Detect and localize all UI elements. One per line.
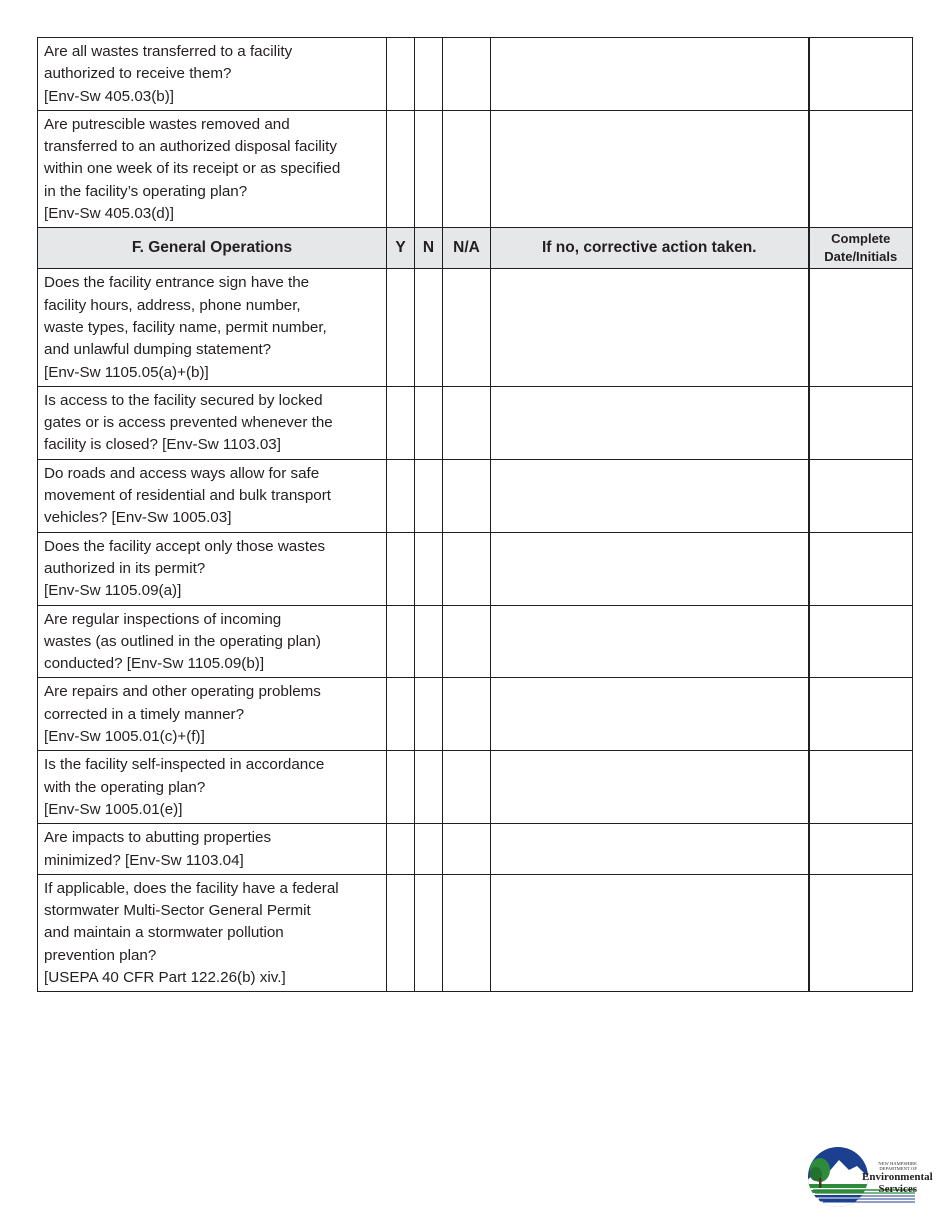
question-line: Are repairs and other operating problems (44, 683, 321, 701)
yes-answer-cell[interactable] (387, 751, 415, 824)
complete-date-cell[interactable] (809, 459, 913, 532)
no-answer-cell[interactable] (415, 678, 443, 751)
checklist-row (38, 459, 913, 532)
question-line: transferred to an authorized disposal facility (44, 138, 337, 156)
complete-header-line2: Date/Initials (824, 249, 898, 265)
question-line: [USEPA 40 CFR Part 122.26(b) xiv.] (44, 968, 286, 986)
checklist-row (38, 110, 913, 227)
na-answer-cell[interactable] (443, 678, 491, 751)
yes-column-header: Y (387, 228, 415, 269)
checklist-row (38, 269, 913, 386)
no-answer-cell[interactable] (415, 532, 443, 605)
complete-date-cell[interactable] (809, 386, 913, 459)
yes-answer-cell[interactable] (387, 110, 415, 227)
question-line: vehicles? [Env-Sw 1005.03] (44, 509, 232, 527)
question-cell (38, 532, 387, 605)
complete-date-cell[interactable] (809, 874, 913, 991)
question-line: authorized in its permit? (44, 559, 206, 577)
top-section-rows (38, 38, 913, 228)
no-answer-cell[interactable] (415, 269, 443, 386)
na-answer-cell[interactable] (443, 38, 491, 111)
question-line: within one week of its receipt or as specified (44, 160, 341, 178)
no-answer-cell[interactable] (415, 874, 443, 991)
no-answer-cell[interactable] (415, 459, 443, 532)
question-cell (38, 459, 387, 532)
checklist-row (38, 751, 913, 824)
question-cell (38, 751, 387, 824)
na-answer-cell[interactable] (443, 459, 491, 532)
question-line: corrected in a timely manner? (44, 705, 245, 723)
complete-date-cell[interactable] (809, 532, 913, 605)
logo-state-line: NEW HAMPSHIRE (878, 1161, 917, 1166)
checklist-row (38, 678, 913, 751)
question-line: stormwater Multi-Sector General Permit (44, 902, 311, 920)
yes-answer-cell[interactable] (387, 605, 415, 678)
question-line: Are impacts to abutting properties (44, 829, 272, 847)
corrective-action-cell[interactable] (491, 386, 809, 459)
question-line: If applicable, does the facility have a federal (44, 879, 339, 897)
question-cell (38, 38, 387, 111)
question-line: Does the facility accept only those wastes (44, 537, 326, 555)
yes-answer-cell[interactable] (387, 874, 415, 991)
general-operations-rows (38, 269, 913, 992)
question-line: Does the facility entrance sign have the (44, 274, 310, 292)
corrective-action-cell[interactable] (491, 459, 809, 532)
corrective-action-cell[interactable] (491, 532, 809, 605)
inspection-checklist-table (37, 37, 913, 992)
complete-date-cell[interactable] (809, 751, 913, 824)
question-cell (38, 386, 387, 459)
question-line: movement of residential and bulk transport (44, 487, 332, 505)
complete-date-cell[interactable] (809, 678, 913, 751)
question-line: Is the facility self-inspected in accordance (44, 756, 325, 774)
complete-date-cell[interactable] (809, 110, 913, 227)
checklist-row (38, 386, 913, 459)
section-title: F. General Operations (38, 228, 387, 269)
yes-answer-cell[interactable] (387, 386, 415, 459)
corrective-action-cell[interactable] (491, 874, 809, 991)
checklist-row (38, 532, 913, 605)
question-line: and maintain a stormwater pollution (44, 924, 284, 942)
question-line: Do roads and access ways allow for safe (44, 464, 320, 482)
question-line: [Env-Sw 1005.01(c)+(f)] (44, 728, 205, 746)
nhdes-logo-text (862, 1161, 933, 1195)
question-cell (38, 678, 387, 751)
question-line: minimized? [Env-Sw 1103.04] (44, 851, 244, 869)
checklist-row (38, 605, 913, 678)
question-cell (38, 605, 387, 678)
corrective-action-cell[interactable] (491, 269, 809, 386)
logo-environmental-line: Environmental (862, 1171, 933, 1183)
question-line: waste types, facility name, permit number, (44, 318, 327, 336)
question-line: [Env-Sw 405.03(b)] (44, 87, 174, 105)
question-line: facility hours, address, phone number, (44, 296, 301, 314)
na-answer-cell[interactable] (443, 110, 491, 227)
checklist-row (38, 38, 913, 111)
checklist-row (38, 824, 913, 875)
question-line: authorized to receive them? (44, 65, 232, 83)
complete-date-cell[interactable] (809, 824, 913, 875)
no-answer-cell[interactable] (415, 751, 443, 824)
logo-services-line: Services (878, 1182, 917, 1195)
na-answer-cell[interactable] (443, 874, 491, 991)
no-column-header: N (415, 228, 443, 269)
corrective-action-cell[interactable] (491, 824, 809, 875)
question-cell (38, 874, 387, 991)
question-line: [Env-Sw 1105.05(a)+(b)] (44, 363, 209, 381)
na-answer-cell[interactable] (443, 532, 491, 605)
logo-dept-line: DEPARTMENT OF (879, 1166, 917, 1171)
yes-answer-cell[interactable] (387, 824, 415, 875)
no-answer-cell[interactable] (415, 824, 443, 875)
question-cell (38, 269, 387, 386)
no-answer-cell[interactable] (415, 110, 443, 227)
question-line: with the operating plan? (44, 778, 206, 796)
na-answer-cell[interactable] (443, 605, 491, 678)
complete-date-cell[interactable] (809, 605, 913, 678)
question-line: [Env-Sw 405.03(d)] (44, 205, 174, 223)
section-f-header (38, 228, 913, 269)
question-cell (38, 824, 387, 875)
question-line: wastes (as outlined in the operating plan) (44, 632, 321, 650)
question-line: Are putrescible wastes removed and (44, 115, 290, 133)
na-answer-cell[interactable] (443, 824, 491, 875)
question-line: Are all wastes transferred to a facility (44, 43, 293, 60)
question-line: in the facility’s operating plan? (44, 182, 248, 200)
question-cell (38, 110, 387, 227)
yes-answer-cell[interactable] (387, 678, 415, 751)
corrective-action-cell[interactable] (491, 110, 809, 227)
corrective-action-cell[interactable] (491, 751, 809, 824)
question-line: [Env-Sw 1005.01(e)] (44, 800, 183, 818)
yes-answer-cell[interactable] (387, 269, 415, 386)
na-answer-cell[interactable] (443, 269, 491, 386)
question-line: and unlawful dumping statement? (44, 341, 272, 359)
question-line: facility is closed? [Env-Sw 1103.03] (44, 436, 281, 454)
corrective-action-column-header: If no, corrective action taken. (491, 228, 809, 269)
question-line: gates or is access prevented whenever the (44, 414, 333, 432)
no-answer-cell[interactable] (415, 38, 443, 111)
na-answer-cell[interactable] (443, 386, 491, 459)
complete-header-line1: Complete (831, 231, 891, 247)
yes-answer-cell[interactable] (387, 532, 415, 605)
question-line: Are regular inspections of incoming (44, 610, 282, 628)
na-column-header: N/A (443, 228, 491, 269)
no-answer-cell[interactable] (415, 605, 443, 678)
yes-answer-cell[interactable] (387, 38, 415, 111)
complete-date-cell[interactable] (809, 269, 913, 386)
question-line: Is access to the facility secured by locked (44, 391, 323, 409)
question-line: prevention plan? (44, 946, 157, 964)
complete-date-cell[interactable] (809, 38, 913, 111)
question-line: conducted? [Env-Sw 1105.09(b)] (44, 655, 265, 673)
no-answer-cell[interactable] (415, 386, 443, 459)
question-line: [Env-Sw 1105.09(a)] (44, 582, 182, 600)
complete-date-column-header (809, 228, 913, 269)
na-answer-cell[interactable] (443, 751, 491, 824)
corrective-action-cell[interactable] (491, 38, 809, 111)
corrective-action-cell[interactable] (491, 678, 809, 751)
section-header-row (38, 228, 913, 269)
checklist-row (38, 874, 913, 991)
yes-answer-cell[interactable] (387, 459, 415, 532)
corrective-action-cell[interactable] (491, 605, 809, 678)
